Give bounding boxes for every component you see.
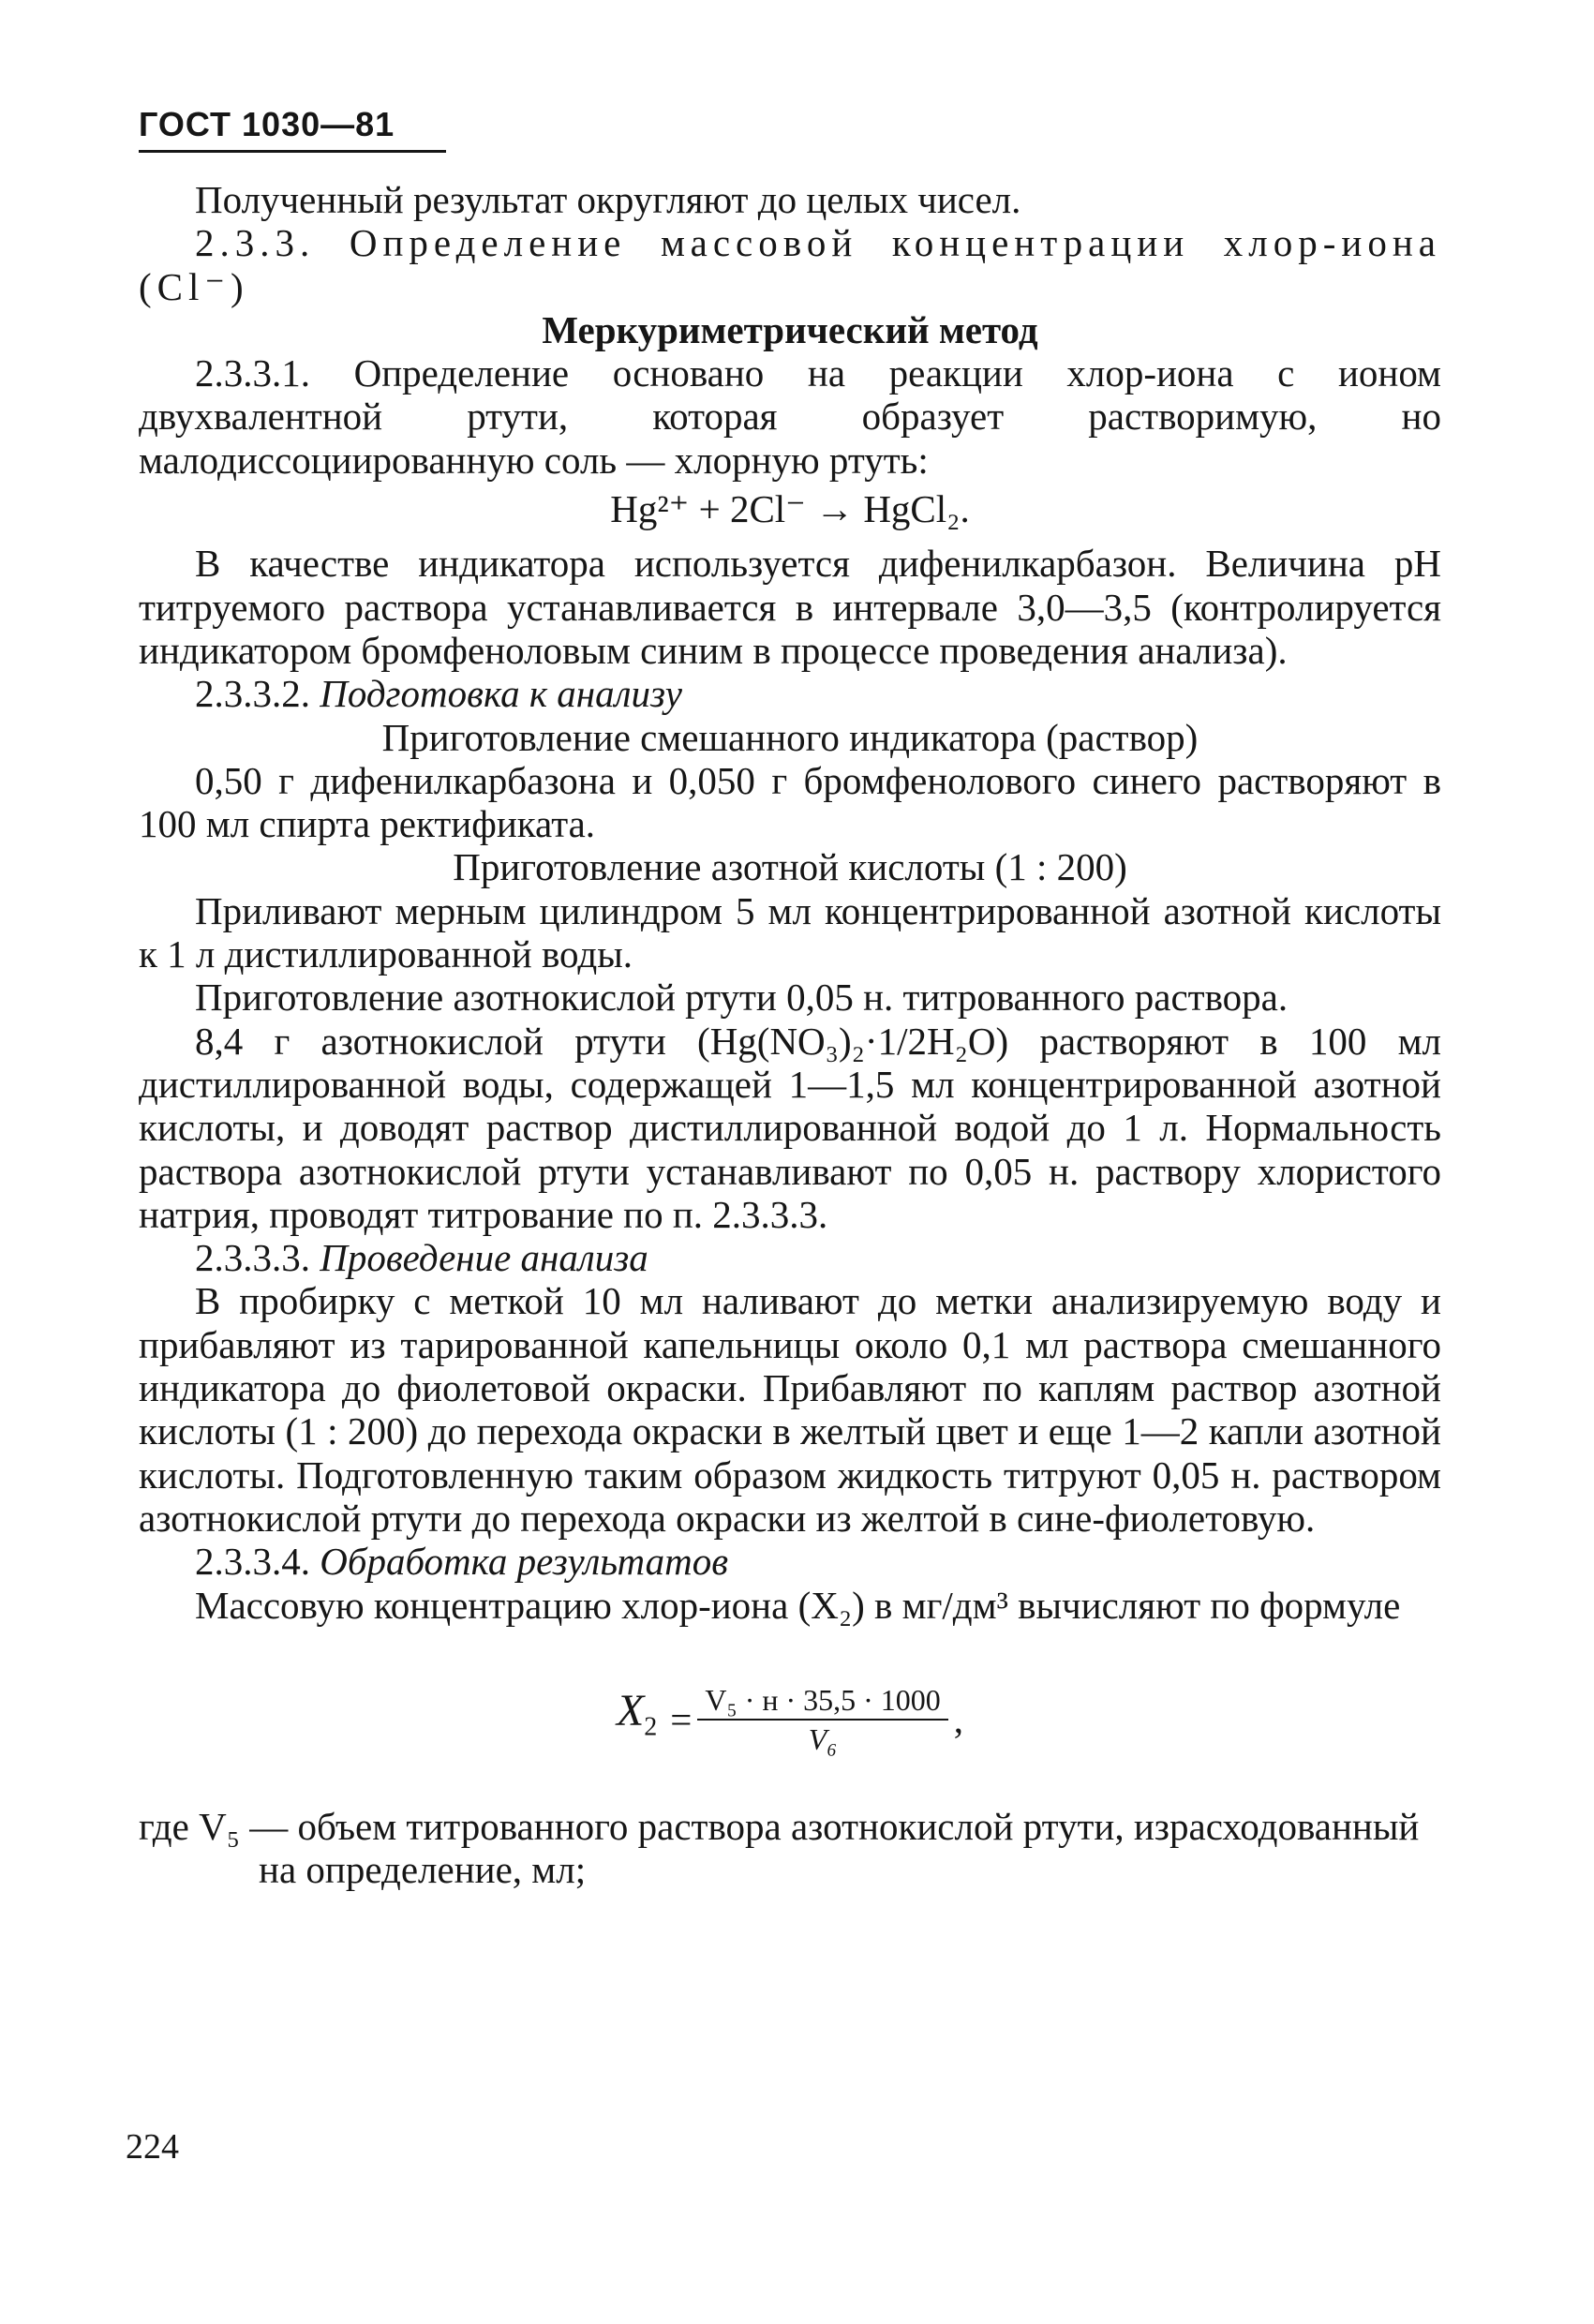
document-body	[139, 178, 1441, 1891]
section-number: 2.3.3.3.	[195, 1236, 310, 1280]
formula-symbol: X	[616, 1685, 645, 1736]
paragraph-nitric-acid: Приливают мерным цилиндром 5 мл концентрированной азотной кислоты к 1 л дистиллированной воды.	[139, 888, 1441, 976]
section-number: 2.3.3.2.	[195, 672, 310, 716]
paragraph-mercury-nitrate: 8,4 г азотнокислой ртути (Hg(NO₃)₂·1/2H₂O) растворяют в 100 мл дистиллированной воды, содержащей 1—1,5 мл концентрированной азотной кислоты, и доводят раствор дистиллированной водой до 1 л. Нормальность раствора азотнокислой ртути устанавливают по 0,05 н. раствору хлористого натрия, проводят титрование по п. 2.3.3.3.	[139, 1019, 1441, 1236]
paragraph-mixed-indicator: 0,50 г дифенилкарбазона и 0,050 г бромфенолового синего растворяют в 100 мл спирта ректификата.	[139, 758, 1441, 846]
section-title: Проведение анализа	[320, 1236, 648, 1280]
section-heading-2-3-3-4	[139, 1540, 1441, 1583]
section-heading-2-3-3-3	[139, 1236, 1441, 1279]
header-rule	[139, 150, 446, 153]
subheading-nitric-acid: Приготовление азотной кислоты (1 : 200)	[453, 845, 1127, 889]
section-heading-2-3-3-2	[139, 672, 1441, 715]
paragraph-2-3-3-1: 2.3.3.1. Определение основано на реакции хлор-иона с ионом двухвалентной ртути, которая образует растворимую, но малодиссоциированную соль — хлорную ртуть:	[139, 351, 1441, 482]
page-number: 224	[126, 2127, 179, 2167]
formula-numerator: V₅ · н · 35,5 · 1000	[705, 1682, 941, 1717]
paragraph-mercury-title: Приготовление азотнокислой ртути 0,05 н. титрованного раствора.	[195, 976, 1289, 1020]
formula-equals: =	[670, 1697, 693, 1741]
formula-denominator: V₆	[808, 1721, 838, 1756]
subheading-mixed-indicator: Приготовление смешанного индикатора (раствор)	[381, 715, 1199, 759]
section-title: Подготовка к анализу	[320, 672, 682, 716]
formula-fraction	[697, 1681, 947, 1758]
paragraph-indicator: В качестве индикатора используется дифенилкарбазон. Величина pH титруемого раствора устанавливается в интервале 3,0—3,5 (контролируется индикатором бромфеноловым синим в процессе проведения анализа).	[139, 542, 1441, 672]
section-number: 2.3.3.4.	[195, 1540, 310, 1584]
formula-subscript: 2	[644, 1712, 658, 1742]
formula-trailing-comma: ,	[953, 1697, 964, 1741]
formula-lhs	[616, 1685, 658, 1750]
section-title: Обработка результатов	[320, 1540, 729, 1584]
paragraph-analysis: В пробирку с меткой 10 мл наливают до метки анализируемую воду и прибавляют из тарированной капельницы около 0,1 мл раствора смешанного индикатора до фиолетовой окраски. Прибавляют по каплям раствор азотной кислоты (1 : 200) до перехода окраски в желтый цвет и еще 1—2 капли азотной кислоты. Подготовленную таким образом жидкость титруют 0,05 н. раствором азотнокислой ртути до перехода окраски из желтой в сине-фиолетовую.	[139, 1279, 1441, 1540]
reaction-equation: Hg²⁺ + 2Cl⁻ → HgCl₂.	[610, 487, 970, 531]
method-title: Меркуриметрический метод	[542, 307, 1038, 351]
formula-x2	[139, 1659, 1441, 1780]
paragraph-formula-intro: Массовую концентрацию хлор-иона (X₂) в мг/дм³ вычисляют по формуле	[195, 1583, 1401, 1627]
section-heading-2-3-3: 2.3.3. Определение массовой концентрации хлор-иона (Cl⁻)	[139, 221, 1441, 308]
document-header: ГОСТ 1030—81	[139, 105, 395, 143]
paragraph-rounding: Полученный результат округляют до целых чисел.	[195, 178, 1021, 221]
paragraph-where-v5: где V₅ — объем титрованного раствора азотнокислой ртути, израсходованный на определение, мл;	[139, 1804, 1420, 1892]
